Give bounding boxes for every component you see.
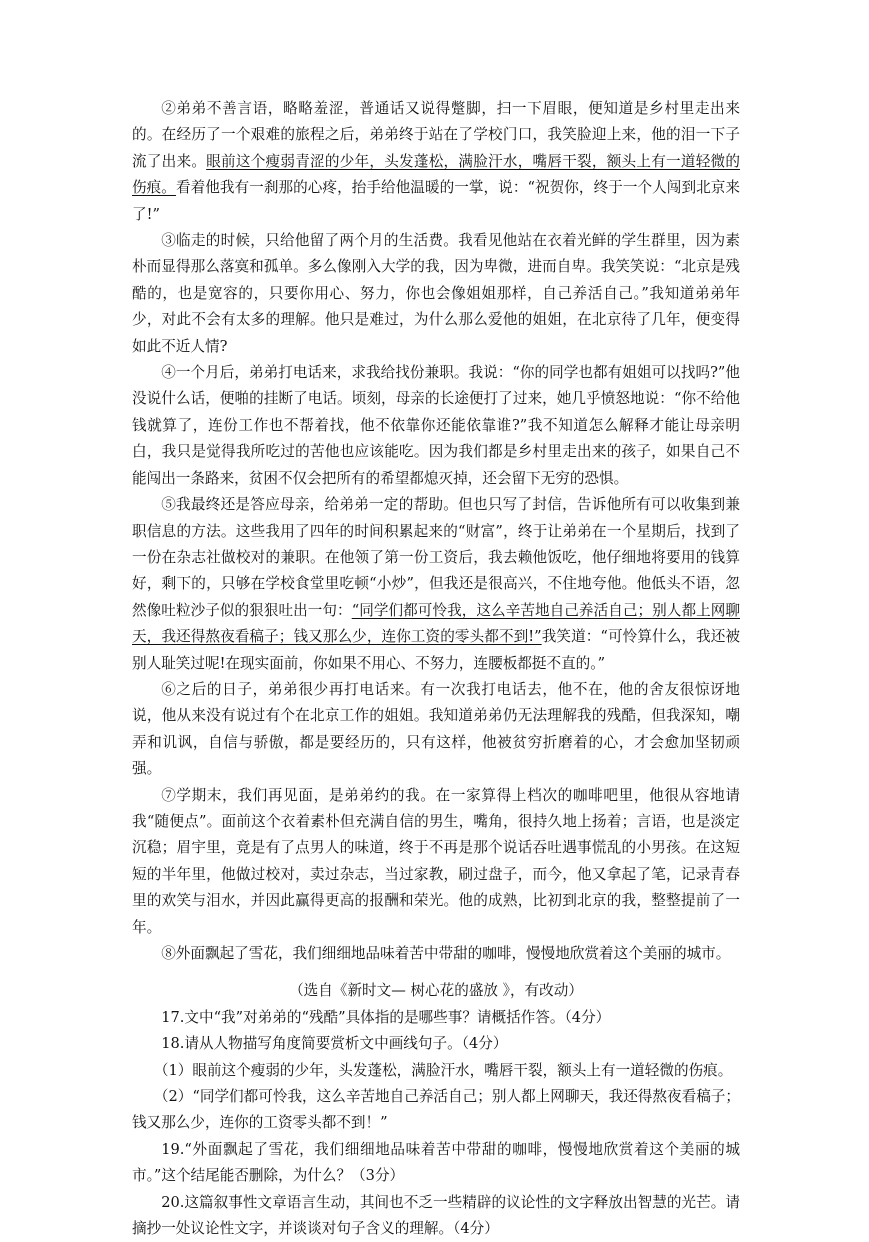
paragraph-5 <box>132 492 740 677</box>
document-page <box>132 96 740 1242</box>
paragraph-2-text-b: 看着他我有一刹那的心疼，抬手给他温暖的一掌，说：“祝贺你，终于一个人闯到北京来了!” <box>132 179 740 223</box>
paragraph-3: ③临走的时候，只给他留了两个月的生活费。我看见他站在衣着光鲜的学生群里，因为素朴而显得那么落寞和孤单。多么像刚入大学的我，因为卑微，进而自卑。我笑笑说：“北京是残酷的，也是宽容的，只要你用心、努力，你也会像姐姐那样，自己养活自己。”我知道弟弟年少，对此不会有太多的理解。他只是难过，为什么那么爱他的姐姐，在北京待了几年，便变得如此不近人情? <box>132 232 740 355</box>
question-18-part-1: （1）眼前这个瘦弱的少年，头发蓬松，满脸汗水，嘴唇干裂，额头上有一道轻微的伤痕。 <box>153 1061 733 1079</box>
paragraph-8: ⑧外面飘起了雪花，我们细细地品味着苦中带甜的咖啡，慢慢地欣赏着这个美丽的城市。 <box>161 945 731 962</box>
question-20: 20.这篇叙事性文章语言生动，其间也不乏一些精辟的议论性的文字释放出智慧的光芒。请摘抄一处议论性文字，并谈谈对句子含义的理解。（4分） <box>132 1193 740 1238</box>
question-19: 19.“外面飘起了雪花，我们细细地品味着苦中带甜的咖啡，慢慢地欣赏着这个美丽的城市。”这个结尾能否删除，为什么？（3分） <box>132 1140 740 1185</box>
paragraph-5-text-b: 我笑道：“可怜算什么，我还被别人耻笑过呢!在现实面前，你如果不用心、不努力，连腰板都挺不直的。” <box>132 628 741 672</box>
paragraph-2-text-a: ②弟弟不善言语，略略羞涩，普通话又说得蹩脚，扫一下眉眼，便知道是乡村里走出来的。在经历了一个艰难的旅程之后，弟弟终于站在了学校门口，我笑脸迎上来，他的泪一下子流了出来。 <box>132 100 740 170</box>
source-citation: （选自《新时文— 树心花的盛放 》，有改动） <box>289 982 583 1000</box>
underlined-sentence-1: 眼前这个瘦弱青涩的少年，头发蓬松，满脸汗水，嘴唇干裂，额头上有一道轻微的伤痕。 <box>132 152 740 197</box>
paragraph-5-text-a: ⑤我最终还是答应母亲，给弟弟一定的帮助。但也只写了封信，告诉他所有可以收集到兼职信息的方法。这些我用了四年的时间积累起来的“财富”，终于让弟弟在一个星期后，找到了一份在杂志社做校对的兼职。在他领了第一份工资后，我去赖他饭吃，他仔细地将要用的钱算好，剩下的，只够在学校食堂里吃顿“小炒”，但我还是很高兴，不住地夸他。他低头不语，忽然像吐粒沙子似的狠狠吐出一句： <box>132 496 740 619</box>
underlined-sentence-2: “同学们都可怜我，这么辛苦地自己养活自己；别人都上网聊天，我还得熬夜看稿子；钱又那么少，连你工资的零头都不到!” <box>132 601 740 646</box>
question-18: 18.请从人物描写角度简要赏析文中画线句子。（4分） <box>161 1035 508 1053</box>
paragraph-2 <box>132 96 740 228</box>
question-18-part-2: （2）“同学们都可怜我，这么辛苦地自己养活自己；别人都上网聊天，我还得熬夜看稿子；钱又那么少，连你的工资零头都不到！” <box>132 1088 740 1132</box>
paragraph-6: ⑥之后的日子，弟弟很少再打电话来。有一次我打电话去，他不在，他的舍友很惊讶地说，他从来没有说过有个在北京工作的姐姐。我知道弟弟仍无法理解我的残酷，但我深知，嘲弄和讥讽，自信与骄傲，都是要经历的，只有这样，他被贫穷折磨着的心，才会愈加坚韧顽强。 <box>132 680 740 778</box>
question-17: 17.文中“我”对弟弟的“残酷”具体指的是哪些事？请概括作答。（4分） <box>161 1008 611 1026</box>
paragraph-7: ⑦学期末，我们再见面，是弟弟约的我。在一家算得上档次的咖啡吧里，他很从容地请我“随便点”。面前这个衣着素朴但充满自信的男生，嘴角，很持久地上扬着；言语，也是淡定沉稳；眉宇里，竟是有了点男人的味道，终于不再是那个说话吞吐遇事慌乱的小男孩。在这短短的半年里，他做过校对，卖过杂志，当过家教，刷过盘子，而今，他又拿起了笔，记录青春里的欢笑与泪水，并因此赢得更高的报酬和荣光。他的成熟，比初到北京的我，整整提前了一年。 <box>132 786 740 936</box>
paragraph-4: ④一个月后，弟弟打电话来，求我给找份兼职。我说：“你的同学也都有姐姐可以找吗?”他没说什么话，便啪的挂断了电话。顷刻，母亲的长途便打了过来，她几乎愤怒地说：“你不给他钱就算了，连份工作也不帮着找，他不依靠你还能依靠谁?”我不知道怎么解释才能让母亲明白，我只是觉得我所吃过的苦他也应该能吃。因为我们都是乡村里走出来的孩子，如果自己不能闯出一条路来，贫困不仅会把所有的希望都熄灭掉，还会留下无穷的恐惧。 <box>132 364 740 487</box>
